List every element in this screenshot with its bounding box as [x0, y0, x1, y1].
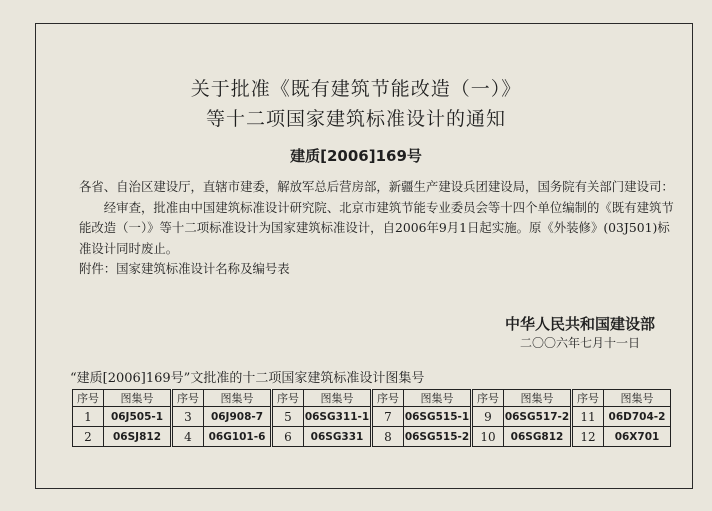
notice-title-line-1: 关于批准《既有建筑节能改造（一）》	[190, 78, 522, 100]
table-header-row	[73, 390, 671, 407]
seq-cell: 9	[472, 407, 504, 427]
notice-body	[79, 177, 679, 280]
header-seq: 序号	[172, 390, 204, 407]
document-number: 建质[2006]169号	[290, 147, 422, 165]
seq-cell: 3	[172, 407, 204, 427]
approval-paragraph: 经审查，批准由中国建筑标准设计研究院、北京市建筑节能专业委员会等十四个单位编制的《既有建筑节能改造（一）》等十二项标准设计为国家建筑标准设计，自2006年9月1日起实施。原《外装修》(03J501)标准设计同时废止。	[79, 199, 674, 256]
seq-cell: 4	[172, 427, 204, 447]
seq-cell: 8	[372, 427, 404, 447]
seq-cell: 10	[472, 427, 504, 447]
atlas-code-cell: 06J908-7	[204, 407, 272, 427]
issue-date: 二〇〇六年七月十一日	[519, 336, 640, 350]
header-code: 图集号	[604, 390, 671, 407]
issuer-name: 中华人民共和国建设部	[504, 315, 655, 333]
seq-cell: 6	[272, 427, 304, 447]
header-code: 图集号	[104, 390, 172, 407]
atlas-code-cell: 06SG812	[504, 427, 572, 447]
atlas-code-cell: 06SG515-1	[404, 407, 472, 427]
header-code: 图集号	[504, 390, 572, 407]
header-seq: 序号	[472, 390, 504, 407]
header-seq: 序号	[572, 390, 604, 407]
table-row	[73, 427, 671, 447]
atlas-code-cell: 06G101-6	[204, 427, 272, 447]
atlas-number-table	[72, 389, 671, 447]
seq-cell: 11	[572, 407, 604, 427]
atlas-code-cell: 06SG331	[304, 427, 372, 447]
seq-cell: 5	[272, 407, 304, 427]
table-caption: “建质[2006]169号”文批准的十二项国家建筑标准设计图集号	[70, 371, 425, 386]
header-seq: 序号	[272, 390, 304, 407]
header-code: 图集号	[304, 390, 372, 407]
notice-title-line-2: 等十二项国家建筑标准设计的通知	[205, 108, 506, 130]
attachment-text: 附件：国家建筑标准设计名称及编号表	[79, 261, 290, 276]
atlas-code-cell: 06SG517-2	[504, 407, 572, 427]
seq-cell: 2	[73, 427, 104, 447]
atlas-code-cell: 06SJ812	[104, 427, 172, 447]
atlas-code-cell: 06J505-1	[104, 407, 172, 427]
header-seq: 序号	[372, 390, 404, 407]
seq-cell: 1	[73, 407, 104, 427]
recipients-text: 各省、自治区建设厅，直辖市建委，解放军总后营房部，新疆生产建设兵团建设局，国务院有关部门建设司：	[79, 179, 674, 194]
seq-cell: 7	[372, 407, 404, 427]
header-seq: 序号	[73, 390, 104, 407]
header-code: 图集号	[204, 390, 272, 407]
atlas-code-cell: 06SG311-1	[304, 407, 372, 427]
table-row	[73, 407, 671, 427]
atlas-code-cell: 06X701	[604, 427, 671, 447]
seq-cell: 12	[572, 427, 604, 447]
atlas-code-cell: 06SG515-2	[404, 427, 472, 447]
atlas-code-cell: 06D704-2	[604, 407, 671, 427]
header-code: 图集号	[404, 390, 472, 407]
